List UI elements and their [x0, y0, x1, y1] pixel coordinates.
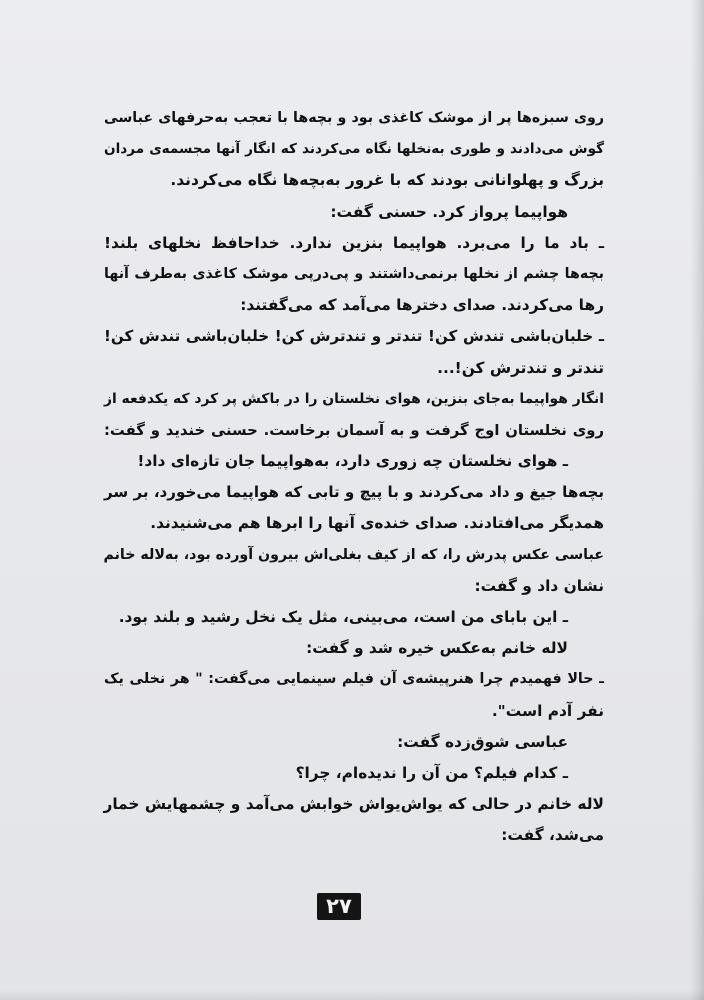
text-line: بچه‌ها جیغ و داد می‌کردند و با پیچ و تابی که هواپیما می‌خورد، بر سر [104, 483, 604, 502]
text-line: ـ حالا فهمیدم چرا هنرپیشه‌ی آن فیلم سینمایی می‌گفت: " هر نخلی یک [104, 671, 604, 688]
text-line: عباسی عکس پدرش را، که از کیف بغلی‌اش بیرون آورده بود، به‌لاله خانم [103, 546, 604, 563]
page-number: ۲۷ [317, 893, 361, 920]
text-line: گوش می‌دادند و طوری به‌نخلها نگاه می‌کردند که انگار آنها مجسمه‌ی مردان [104, 141, 604, 158]
text-line: بزرگ و پهلوانانی بودند که با غرور به‌بچه‌ها نگاه می‌کردند. [170, 171, 604, 190]
text-line: رها می‌کردند. صدای دخترها می‌آمد که می‌گفتند: [240, 296, 604, 315]
page-bottom-shadow [0, 990, 704, 1000]
text-line: انگار هواپیما به‌جای بنزین، هوای نخلستان را در باکش پر کرد که یکدفعه از [103, 390, 604, 407]
text-line: روی سبزه‌ها پر از موشک کاغذی بود و بچه‌ها با تعجب به‌حرفهای عباسی [104, 110, 604, 126]
text-line: می‌شد، گفت: [501, 826, 604, 845]
text-line: لاله خانم در حالی که یواش‌یواش خوابش می‌آمد و چشمهایش خمار [103, 795, 604, 814]
text-line: روی نخلستان اوج گرفت و به آسمان برخاست. حسنی خندید و گفت: [104, 421, 604, 439]
text-line: بچه‌ها چشم از نخلها برنمی‌داشتند و پی‌درپی موشک کاغذی به‌طرف آنها [104, 265, 604, 282]
text-line: هواپیما پرواز کرد. حسنی گفت: [330, 202, 568, 221]
text-line: لاله خانم به‌عکس خیره شد و گفت: [306, 639, 568, 658]
text-line: ـ باد ما را می‌برد. هواپیما بنزین ندارد. خداحافظ نخلهای بلند! [104, 233, 604, 252]
text-line: ـ هوای نخلستان چه زوری دارد، به‌هواپیما جان تازه‌ای داد! [137, 452, 568, 471]
story-text [104, 103, 604, 852]
page-edge-shadow [690, 0, 704, 1000]
text-line: ـ کدام فیلم؟ من آن را ندیده‌ام، چرا؟ [295, 763, 568, 782]
text-line: همدیگر می‌افتادند. صدای خنده‌ی آنها را ابرها هم می‌شنیدند. [150, 514, 604, 533]
text-line: ـ خلبان‌باشی تندش کن! تندتر و تندترش کن! خلبان‌باشی تندش کن! [104, 327, 604, 346]
text-line: نشان داد و گفت: [474, 576, 604, 595]
text-line: عباسی شوق‌زده گفت: [397, 732, 568, 751]
text-line: نفر آدم است". [491, 701, 604, 720]
text-line: تندتر و تندترش کن!... [437, 358, 604, 377]
text-line: ـ این بابای من است، می‌بینی، مثل یک نخل رشید و بلند بود. [118, 608, 568, 626]
